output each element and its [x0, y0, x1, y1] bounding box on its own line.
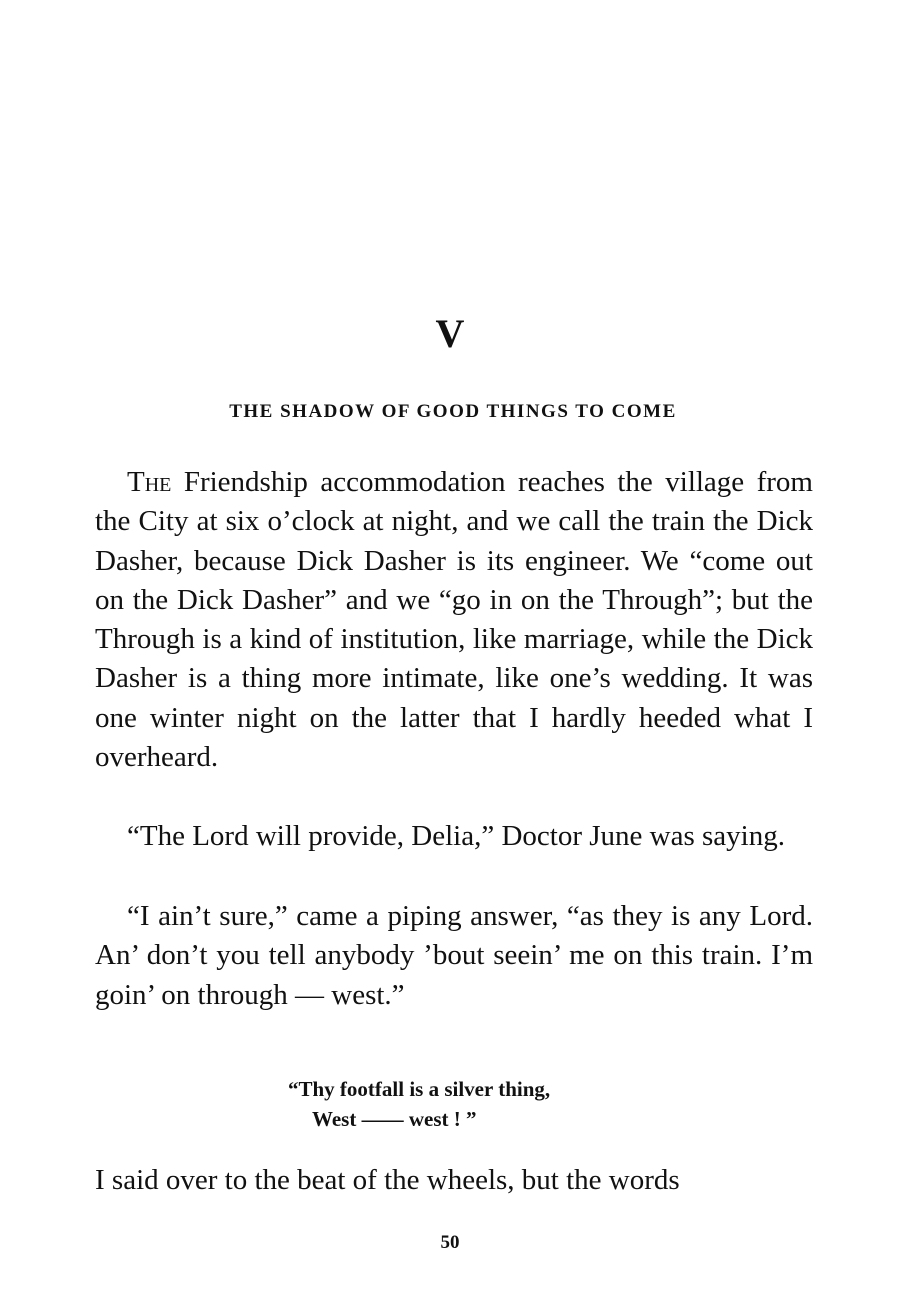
chapter-title: THE SHADOW OF GOOD THINGS TO COME: [229, 401, 677, 422]
paragraph-1-text: Friendship accommodation reaches the village from the City at six o’clock at night, and we call the train the Dick Dasher, because Dick Dasher is its engineer. We “come out on the Dick Dasher” and we “go in on the Through”; but the Through is a kind of institution, like marriage, while the Dick Dasher is a thing more intimate, like one’s wedding. It was one winter night on the latter that I hardly heeded what I overheard.: [95, 466, 813, 774]
verse-line-2: West —— west ! ”: [312, 1107, 477, 1131]
paragraph-2: “The Lord will provide, Delia,” Doctor June was saying.: [127, 820, 785, 852]
paragraph-3: “I ain’t sure,” came a piping answer, “as they is any Lord. An’ don’t you tell anybody ’bout seein’ me on this train. I’m goin’ on through — west.”: [95, 900, 813, 1011]
paragraph-1: [95, 463, 813, 777]
paragraph-1-lead-word: The: [127, 466, 172, 498]
verse-quote: [288, 1074, 550, 1134]
chapter-numeral: V: [435, 311, 465, 356]
paragraph-4: I said over to the beat of the wheels, but the words: [95, 1164, 680, 1196]
verse-line-1: “Thy footfall is a silver thing,: [288, 1077, 551, 1101]
page-number: 50: [440, 1232, 460, 1253]
